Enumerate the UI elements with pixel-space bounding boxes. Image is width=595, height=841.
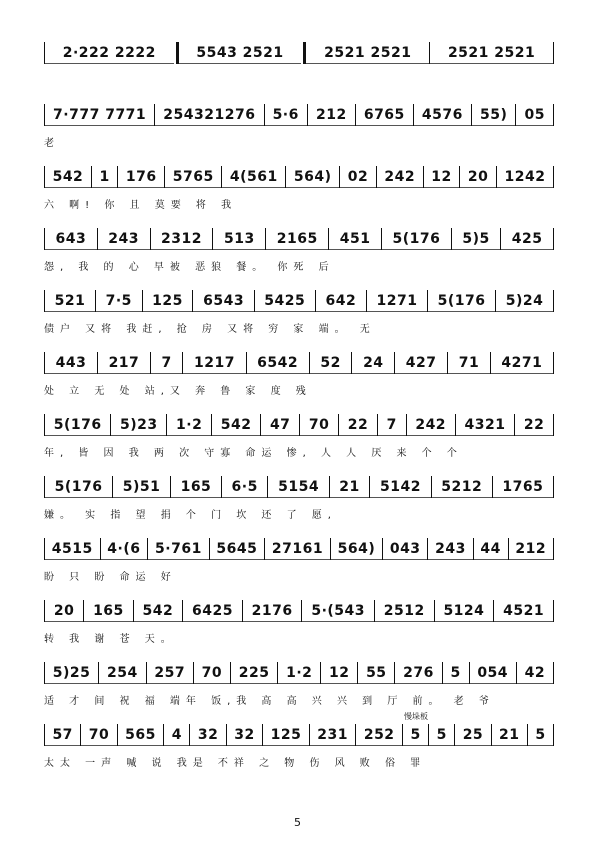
measure: 5124 bbox=[435, 601, 494, 622]
measure: 5765 bbox=[165, 167, 221, 188]
measure: 70 bbox=[81, 725, 116, 746]
notation-line bbox=[44, 288, 554, 314]
score-system bbox=[44, 350, 554, 408]
measure: 42 bbox=[517, 663, 553, 684]
measure: 5645 bbox=[210, 539, 265, 560]
measure: 5·761 bbox=[148, 539, 208, 560]
measure: 25 bbox=[455, 725, 490, 746]
lyrics-line bbox=[44, 72, 554, 88]
measure: 565 bbox=[118, 725, 164, 746]
measure: 47 bbox=[261, 415, 299, 436]
measure: 5425 bbox=[255, 291, 315, 312]
measure: 5 bbox=[528, 725, 553, 746]
measure: 4521 bbox=[494, 601, 553, 622]
lyrics-line: 转 我 谢 苍 天。 bbox=[44, 634, 177, 645]
measure: 5)24 bbox=[496, 291, 553, 312]
measure: 21 bbox=[492, 725, 527, 746]
measure: 22 bbox=[515, 415, 553, 436]
barline bbox=[553, 228, 554, 250]
measure: 57 bbox=[45, 725, 80, 746]
measure: 5543 2521 bbox=[179, 43, 302, 64]
measure: 2521 2521 bbox=[430, 43, 553, 64]
measure: 225 bbox=[231, 663, 277, 684]
measure: 05 bbox=[516, 105, 553, 126]
notation-line bbox=[44, 598, 554, 624]
measure: 521 bbox=[45, 291, 95, 312]
measure: 4515 bbox=[45, 539, 100, 560]
score-system bbox=[44, 102, 554, 160]
notation-line bbox=[44, 660, 554, 686]
measure: 542 bbox=[134, 601, 182, 622]
measure: 6542 bbox=[247, 353, 309, 374]
measure: 24 bbox=[352, 353, 394, 374]
measure: 165 bbox=[84, 601, 132, 622]
lyrics-line: 处 立 无 处 站,又 奔 鲁 家 度 残 bbox=[44, 386, 312, 397]
measure: 5 bbox=[429, 725, 454, 746]
measure: 1·2 bbox=[167, 415, 211, 436]
measure: 5(176 bbox=[382, 229, 451, 250]
measure: 4576 bbox=[414, 105, 471, 126]
measure: 4271 bbox=[491, 353, 553, 374]
measure: 443 bbox=[45, 353, 97, 374]
barline bbox=[553, 476, 554, 498]
measure: 2512 bbox=[375, 601, 434, 622]
measure: 231 bbox=[310, 725, 356, 746]
measure: 1271 bbox=[367, 291, 427, 312]
measure: 542 bbox=[212, 415, 260, 436]
measure: 5)25 bbox=[45, 663, 98, 684]
barline bbox=[553, 166, 554, 188]
notation-line bbox=[44, 226, 554, 252]
measure: 252 bbox=[356, 725, 402, 746]
measure: 257 bbox=[147, 663, 193, 684]
lyrics-line: 老 bbox=[44, 138, 60, 149]
notation-line bbox=[44, 40, 554, 66]
measure: 6765 bbox=[356, 105, 413, 126]
measure: 125 bbox=[263, 725, 309, 746]
measure: 513 bbox=[213, 229, 265, 250]
measure: 2312 bbox=[151, 229, 213, 250]
measure: 217 bbox=[98, 353, 150, 374]
measure: 71 bbox=[448, 353, 490, 374]
measure: 5)5 bbox=[452, 229, 500, 250]
tempo-mark: 慢垛板 bbox=[404, 712, 428, 721]
lyrics-line: 六 啊! 你 且 莫要 将 我 bbox=[44, 200, 238, 211]
measure: 7 bbox=[151, 353, 182, 374]
barline bbox=[553, 724, 554, 746]
measure: 2176 bbox=[243, 601, 302, 622]
measure: 5)23 bbox=[111, 415, 166, 436]
measure: 5154 bbox=[268, 477, 328, 498]
score-system bbox=[44, 412, 554, 470]
notation-line bbox=[44, 412, 554, 438]
measure: 642 bbox=[316, 291, 366, 312]
measure: 4 bbox=[164, 725, 189, 746]
measure: 212 bbox=[308, 105, 355, 126]
measure: 2521 2521 bbox=[306, 43, 429, 64]
score-system bbox=[44, 40, 554, 98]
measure: 043 bbox=[383, 539, 427, 560]
measure: 165 bbox=[171, 477, 221, 498]
measure: 12 bbox=[424, 167, 460, 188]
measure: 254321276 bbox=[155, 105, 263, 126]
measure: 4(561 bbox=[222, 167, 285, 188]
barline bbox=[553, 414, 554, 436]
measure: 27161 bbox=[265, 539, 330, 560]
measure: 4321 bbox=[456, 415, 514, 436]
barline bbox=[553, 42, 554, 64]
measure: 32 bbox=[227, 725, 262, 746]
barline bbox=[553, 662, 554, 684]
score-system bbox=[44, 164, 554, 222]
measure: 44 bbox=[474, 539, 508, 560]
measure: 55 bbox=[358, 663, 394, 684]
measure: 5·6 bbox=[265, 105, 307, 126]
barline bbox=[553, 290, 554, 312]
lyrics-line: 盼 只 盼 命运 好 bbox=[44, 572, 177, 583]
measure: 054 bbox=[470, 663, 516, 684]
page-number: 5 bbox=[294, 816, 301, 829]
notation-line bbox=[44, 350, 554, 376]
lyrics-line: 适 才 间 祝 福 端年 饭,我 高 高 兴 兴 到 厅 前。 老 爷 bbox=[44, 696, 495, 707]
measure: 6425 bbox=[183, 601, 242, 622]
lyrics-line: 年, 皆 因 我 两 次 守寡 命运 惨, 人 人 厌 来 个 个 bbox=[44, 448, 463, 459]
measure: 176 bbox=[118, 167, 164, 188]
measure: 4·(6 bbox=[101, 539, 148, 560]
notation-line bbox=[44, 474, 554, 500]
measure: 242 bbox=[377, 167, 423, 188]
notation-line bbox=[44, 164, 554, 190]
measure: 564) bbox=[286, 167, 339, 188]
measure: 242 bbox=[407, 415, 455, 436]
barline bbox=[553, 104, 554, 126]
notation-line bbox=[44, 722, 554, 748]
measure: 70 bbox=[300, 415, 338, 436]
lyrics-line: 怨, 我 的 心 早被 恶狼 餐。 你死 后 bbox=[44, 262, 335, 273]
measure: 52 bbox=[310, 353, 352, 374]
measure: 125 bbox=[143, 291, 193, 312]
measure: 7 bbox=[378, 415, 406, 436]
measure: 22 bbox=[339, 415, 377, 436]
measure: 5 bbox=[403, 725, 428, 746]
measure: 6543 bbox=[193, 291, 253, 312]
measure: 1 bbox=[92, 167, 117, 188]
measure: 5)51 bbox=[113, 477, 170, 498]
measure: 243 bbox=[428, 539, 472, 560]
lyrics-line: 嫌。 实 指 望 捐 个 门 坎 还 了 愿, bbox=[44, 510, 337, 521]
measure: 7·5 bbox=[96, 291, 142, 312]
measure: 564) bbox=[331, 539, 382, 560]
score-system bbox=[44, 288, 554, 346]
measure: 55) bbox=[472, 105, 516, 126]
barline bbox=[553, 600, 554, 622]
measure: 425 bbox=[501, 229, 553, 250]
score-system bbox=[44, 598, 554, 656]
measure: 2165 bbox=[266, 229, 328, 250]
measure: 1217 bbox=[183, 353, 245, 374]
lyrics-line: 太太 一声 喊 说 我是 不祥 之 物 伤 风 败 俗 罪 bbox=[44, 758, 427, 769]
measure: 1765 bbox=[493, 477, 553, 498]
measure: 20 bbox=[460, 167, 496, 188]
measure: 212 bbox=[509, 539, 553, 560]
notation-line bbox=[44, 102, 554, 128]
measure: 21 bbox=[330, 477, 370, 498]
measure: 643 bbox=[45, 229, 97, 250]
measure: 02 bbox=[340, 167, 376, 188]
measure: 5(176 bbox=[45, 477, 112, 498]
barline bbox=[553, 352, 554, 374]
measure: 7·777 7771 bbox=[45, 105, 154, 126]
score-system bbox=[44, 226, 554, 284]
measure: 5142 bbox=[370, 477, 430, 498]
score-system bbox=[44, 660, 554, 718]
measure: 5(176 bbox=[45, 415, 110, 436]
score-system bbox=[44, 474, 554, 532]
measure: 254 bbox=[99, 663, 145, 684]
measure: 5212 bbox=[432, 477, 492, 498]
measure: 1·2 bbox=[278, 663, 320, 684]
measure: 276 bbox=[395, 663, 441, 684]
measure: 5·(543 bbox=[302, 601, 373, 622]
measure: 5 bbox=[443, 663, 469, 684]
measure: 70 bbox=[194, 663, 230, 684]
measure: 243 bbox=[98, 229, 150, 250]
measure: 20 bbox=[45, 601, 83, 622]
measure: 542 bbox=[45, 167, 91, 188]
score-system bbox=[44, 722, 554, 780]
measure: 427 bbox=[395, 353, 447, 374]
barline bbox=[553, 538, 554, 560]
score-system bbox=[44, 536, 554, 594]
measure: 6·5 bbox=[222, 477, 268, 498]
notation-line bbox=[44, 536, 554, 562]
measure: 2·222 2222 bbox=[45, 43, 174, 64]
measure: 32 bbox=[190, 725, 225, 746]
measure: 1242 bbox=[497, 167, 553, 188]
lyrics-line: 债户 又将 我赶, 抢 房 又将 穷 家 端。 无 bbox=[44, 324, 376, 335]
measure: 12 bbox=[321, 663, 357, 684]
measure: 5(176 bbox=[428, 291, 495, 312]
measure: 451 bbox=[329, 229, 381, 250]
